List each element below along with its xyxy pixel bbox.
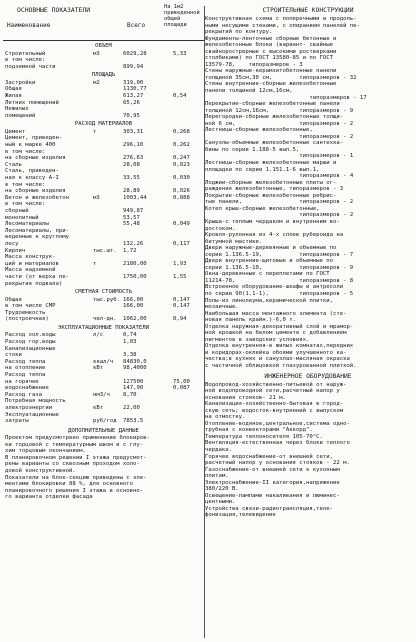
row-value: 53,57 bbox=[123, 214, 140, 221]
table-row bbox=[3, 86, 204, 93]
row-value: 296,10 bbox=[123, 142, 144, 149]
row-value: 2180,00 bbox=[123, 260, 147, 267]
row-label: Потребная мощность bbox=[5, 398, 66, 405]
row-label: Летних помещений bbox=[5, 99, 59, 106]
row-per-m2: 0,262 bbox=[173, 142, 190, 149]
row-per-m2: 0,147 bbox=[173, 303, 190, 310]
row-label: Цемент, приведен- bbox=[5, 135, 63, 142]
table-row bbox=[3, 155, 204, 162]
additional-data-text: Проектом предусмотрено применение блокиров- ки торцовой с температурным швом и с глу- хим торцовым окончанием. В планировочном решении I этажа предусмот- рены варианты со сквозным проходом холо- довой конструктивной. Показатели на блок-секцию приведены с эле- ментами блокировки 88 %, для основного планировочного решения I этажа и основно- го варианта отделки фасада bbox=[5, 435, 150, 501]
row-value: 1750,00 bbox=[123, 273, 147, 280]
constructions-title: СТРОИТЕЛЬНЫЕ КОНСТРУКЦИИ bbox=[262, 7, 354, 14]
row-label: в том числе СМР bbox=[5, 303, 56, 310]
row-value: 1,72 bbox=[123, 247, 137, 254]
row-value: 1,03 bbox=[123, 339, 137, 346]
engineering-title: ИНЖЕНЕРНОЕ ОБОРУДОВАНИЕ bbox=[264, 372, 352, 380]
row-per-m2: 0,268 bbox=[173, 128, 190, 135]
row-per-m2: 1,93 bbox=[173, 260, 187, 267]
row-value: 1003,44 bbox=[123, 194, 147, 201]
table-row bbox=[3, 129, 204, 136]
main-indicators-column bbox=[3, 0, 204, 501]
row-label: Лесоматериалы, при- bbox=[5, 227, 69, 234]
constructions-column bbox=[205, 4, 411, 519]
row-label: помещений bbox=[5, 112, 36, 119]
engineering-text: Водопровод-хозяйственно-питьевой от наруж- ной водопроводной сети,расчетный напор у основания стояков- 21 м. Канализация-хозяйственно-бытовая в город- скую сеть; водосток-внутренний с выпуском на отмостку. Отопление-водяное,центральное,система одно- трубная с конвекторами "Аккорд". Температура теплоносителя 105-70°С. Вентиляция-естественная через блоки теплого чердака. Горячее водоснабжение-от внешней сети, расчетный напор у основания стояков - 22 м. Газоснабжение-от внешней сети к кухонным плитам. Электроснабжение-II категория,напряжение 380/220 В. Освещение-лампами накаливания и люминес- центными. Устройства связи-радиотрансляция,теле- фонизация,телевидение bbox=[205, 381, 350, 519]
table-row bbox=[3, 175, 204, 182]
row-unit: м3 bbox=[93, 194, 100, 201]
row-value: 303,31 bbox=[123, 128, 144, 135]
row-label: Строительный bbox=[5, 50, 46, 57]
row-label: Расход хол.воды bbox=[5, 332, 56, 339]
row-label: Сталь bbox=[5, 161, 22, 168]
table-row bbox=[3, 310, 204, 317]
row-label: Лесоматериалы bbox=[5, 221, 49, 228]
row-label: рекрытия подвала) bbox=[5, 280, 63, 287]
row-label: Расход тепла bbox=[5, 358, 46, 365]
row-per-m2: 0,147 bbox=[173, 296, 190, 303]
row-label: (построечная) bbox=[5, 316, 49, 323]
row-label: затраты bbox=[5, 418, 29, 425]
table-row bbox=[3, 208, 204, 215]
row-value: 65,26 bbox=[123, 99, 140, 106]
row-value: 28,08 bbox=[123, 161, 140, 168]
row-label: в том числе: bbox=[5, 57, 46, 64]
row-value: 0,74 bbox=[123, 332, 137, 339]
row-value: 132,26 bbox=[123, 240, 144, 247]
row-label: Расход тепла bbox=[5, 372, 46, 379]
table-row bbox=[3, 398, 204, 405]
row-label: в том числе: bbox=[5, 148, 46, 155]
row-label: веденные к круглому bbox=[5, 234, 69, 241]
table-row bbox=[3, 221, 204, 228]
table-row bbox=[3, 385, 204, 392]
row-value: 127500 bbox=[123, 378, 144, 385]
row-label: Масса надземной bbox=[5, 267, 56, 274]
row-per-m2: 0,049 bbox=[173, 221, 190, 228]
row-unit: м2 bbox=[93, 79, 100, 86]
column-total-header: Всего bbox=[127, 22, 146, 29]
row-label: части (от верха пе- bbox=[5, 273, 69, 280]
row-unit: тыс.руб. bbox=[93, 296, 120, 303]
row-label: стоки bbox=[5, 352, 22, 359]
table-row bbox=[3, 80, 204, 87]
table-row bbox=[3, 215, 204, 222]
table-row bbox=[3, 93, 204, 100]
row-value: 899,94 bbox=[123, 63, 144, 70]
row-per-m2: 0,117 bbox=[173, 240, 190, 247]
table-row bbox=[3, 332, 204, 339]
row-label: Жилая bbox=[5, 92, 22, 99]
row-value: 7853,5 bbox=[123, 418, 144, 425]
table-row bbox=[3, 135, 204, 142]
table-row bbox=[3, 254, 204, 261]
section-title: ПЛОЩАДЬ bbox=[91, 72, 116, 79]
row-value: 1130,77 bbox=[123, 86, 147, 93]
row-label: Застройки bbox=[5, 79, 36, 86]
row-value: 98,4000 bbox=[123, 365, 147, 372]
row-value: 613,27 bbox=[123, 92, 144, 99]
row-unit: нм3/ч bbox=[93, 391, 110, 398]
row-label: Расход газа bbox=[5, 391, 43, 398]
table-row bbox=[3, 234, 204, 241]
table-row bbox=[3, 106, 204, 113]
row-per-m2: 0,087 bbox=[173, 385, 190, 392]
table-row bbox=[3, 57, 204, 64]
table-row bbox=[3, 346, 204, 353]
row-per-m2: 75,00 bbox=[173, 378, 190, 385]
row-per-m2: 1,55 bbox=[173, 273, 187, 280]
row-label: Бетон и железобетон bbox=[5, 194, 69, 201]
row-value: 147,90 bbox=[123, 385, 144, 392]
table-row bbox=[3, 248, 204, 255]
column-per-m2-header: На 1м2 приведенной общей площади bbox=[164, 4, 200, 28]
section-title: СМЕТНАЯ СТОИМОСТЬ bbox=[74, 289, 133, 296]
table-row bbox=[3, 201, 204, 208]
row-unit: т bbox=[93, 260, 97, 267]
column-name-header: Наименование bbox=[7, 22, 51, 29]
row-per-m2: 5,33 bbox=[173, 50, 187, 57]
row-value: 28,89 bbox=[123, 188, 140, 195]
row-unit: м3 bbox=[93, 50, 100, 57]
row-value: 55,48 bbox=[123, 221, 140, 228]
row-label: на горячее bbox=[5, 378, 39, 385]
row-label: на отопление bbox=[5, 365, 46, 372]
table-row bbox=[3, 372, 204, 379]
row-label: ций и материалов bbox=[5, 260, 59, 267]
table-row bbox=[3, 241, 204, 248]
row-unit: кВт bbox=[93, 365, 104, 372]
row-value: 70,95 bbox=[123, 112, 140, 119]
row-per-m2: 0,54 bbox=[173, 92, 187, 99]
constructions-text: Конструктивная схема с поперечными и продоль- ными несущими стенами, с опиранием панелей пе- рекрытий по контуру. Фундаменты-ленточные сборные бетонные и железобетонные блоки (вариант- свайные свайнорострерные с высокими ростверками столбиками) по ГОСТ 13580-85 и по ГОСТ 13579-78, типоразмеров - 3 Стены наружные-керамзитобетонные панели толщиной 35см,30 см, типоразмеров - 32 Стены внутренние-сборные железобетонные панели толщиной 12см,16см, типоразмеров - 17 Перекрытие-сборные железобетонные панели толщиной 12см,16см, типоразмеров - 9 Перегородки-сборные железобетонные толщи- ной 6 см, типоразмеров - 2 Лестницы-сборные железобетонные, типоразмеров - 2 Санузлы-объемные железобетонные сантехка- бины по серии 1.188-5 вып.5, типоразмеров - 1 Лестницы-сборные железобетонные марши и площадки по серии 1.151.1-6 вып.1, типоразмеров - 4 Лоджии-сборные железобетонные плиты ог- раждения железобетонные, типоразмеров - 3 Покрытие-сборные железобетонные ребрис- тые панели, типоразмеров - 2 Котел крыш-сборные железобетонные, типоразмеров - 2 Крыша-с теплым чердаком и внутренним во- достоком. Кровля-рулонная из 4-х слоев рубероида на битумной мастике. Двери наружные-деревянные и объемные по серии 1.136.5-19, типоразмеров - 7 Двери внутренние-щитовые и объемные по серии 1.136.5-10, типоразмеров - 9 Окна-деревянные с переплетами по ГОСТ 11214-78, типоразмеров - 8 Встроенное оборудование-шкафы и антресоли по серии 90(1.1-1), типоразмеров - 5 Полы-из линолеума,керамической плитки, мозаичные. Наибольшая масса монтажного элемента (сте- новая панель крайн.)-6,0 т. Отделка наружная-декоративный слой и мрамор- ной крошкой на белом цементе с добавлением пигментов в заводских условиях. Отделка внутренняя-в жилых комнатах,передних и коридорах-оклейка обоями улучшенного ка- чества;в кухнях и санузлах-масляная окраска с частичной облицовкой глазурованной плиткой. bbox=[205, 16, 367, 369]
table-row bbox=[3, 162, 204, 169]
row-per-m2: 0,026 bbox=[173, 188, 190, 195]
table-row bbox=[3, 297, 204, 304]
table-row bbox=[3, 352, 204, 359]
row-value: 949,87 bbox=[123, 207, 144, 214]
row-unit: тыс.шт. bbox=[93, 247, 117, 254]
indicators-table-header bbox=[3, 0, 204, 41]
row-label: электроэнергии bbox=[5, 405, 53, 411]
row-per-m2: 0,94 bbox=[173, 316, 187, 323]
row-value: 166,00 bbox=[123, 303, 144, 310]
table-row bbox=[3, 303, 204, 310]
table-row bbox=[3, 51, 204, 58]
table-row bbox=[3, 316, 204, 323]
row-per-m2: 0,888 bbox=[173, 194, 190, 201]
row-per-m2: 0,247 bbox=[173, 155, 190, 162]
row-label: Трудоемкость bbox=[5, 309, 46, 316]
row-unit: руб/год bbox=[93, 418, 117, 425]
row-label: ная к классу А-I bbox=[5, 175, 59, 181]
row-label: на сборные изделия bbox=[5, 188, 66, 195]
table-row bbox=[3, 405, 204, 412]
row-label: на сборные изделия bbox=[5, 155, 66, 162]
row-value: 8,70 bbox=[123, 391, 137, 398]
row-label: Масса конструк- bbox=[5, 254, 56, 261]
row-label: Цемент bbox=[5, 128, 26, 135]
row-value: 84830,0 bbox=[123, 358, 147, 365]
row-value: 166,00 bbox=[123, 296, 144, 303]
table-row bbox=[3, 365, 204, 372]
section-title: ЭКСПЛУАТАЦИОННЫЕ ПОКАЗАТЕЛИ bbox=[58, 324, 149, 331]
row-unit: чел-дн. bbox=[93, 316, 117, 323]
row-unit: т bbox=[93, 128, 97, 135]
row-label: в том числе: bbox=[5, 181, 46, 188]
section-title: РАСХОД МАТЕРИАЛОВ bbox=[74, 121, 133, 128]
row-value: 1062,00 bbox=[123, 316, 147, 323]
indicators-sections bbox=[3, 43, 204, 425]
table-row bbox=[3, 339, 204, 346]
row-label: Расход гор.воды bbox=[5, 339, 56, 346]
row-label: Общая bbox=[5, 296, 22, 303]
row-label: Общая bbox=[5, 86, 22, 93]
row-value: 33,55 bbox=[123, 175, 140, 181]
row-label: Нежилых bbox=[5, 106, 29, 113]
row-label: Кирпич bbox=[5, 247, 26, 254]
row-label: сборный bbox=[5, 207, 29, 214]
table-row bbox=[3, 168, 204, 175]
row-value: 22,00 bbox=[123, 405, 140, 411]
table-row bbox=[3, 228, 204, 235]
table-row bbox=[3, 261, 204, 268]
table-row bbox=[3, 113, 204, 120]
row-label: ный к марке 400 bbox=[5, 142, 56, 149]
row-unit: л/с bbox=[93, 332, 104, 339]
row-label: Эксплуатационные bbox=[5, 411, 59, 418]
table-row bbox=[3, 188, 204, 195]
table-row bbox=[3, 64, 204, 71]
row-label: монолитный bbox=[5, 214, 39, 221]
indicators-title: ОСНОВНЫЕ ПОКАЗАТЕЛИ bbox=[17, 6, 91, 14]
row-value: 276,63 bbox=[123, 155, 144, 162]
row-value: 319,00 bbox=[123, 79, 144, 86]
section-title: ОБЪЕМ bbox=[95, 43, 112, 49]
table-row bbox=[3, 195, 204, 202]
row-unit: ккал/ч bbox=[93, 358, 114, 365]
row-label: лесу bbox=[5, 240, 19, 247]
row-per-m2: 0,023 bbox=[173, 161, 190, 168]
table-row bbox=[3, 281, 204, 288]
table-row bbox=[3, 359, 204, 366]
table-row bbox=[3, 267, 204, 274]
row-label: водоснабжение bbox=[5, 385, 49, 392]
table-row bbox=[3, 142, 204, 149]
row-label: Канализационные bbox=[5, 345, 56, 352]
row-value: 3,38 bbox=[123, 352, 137, 359]
row-value: 6029,28 bbox=[123, 50, 147, 57]
row-per-m2: 0,030 bbox=[173, 175, 190, 181]
table-row bbox=[3, 100, 204, 107]
additional-data-title: ДОПОЛНИТЕЛЬНЫЕ ДАННЫЕ bbox=[68, 427, 139, 434]
table-row bbox=[3, 274, 204, 281]
table-row bbox=[3, 418, 204, 425]
row-label: Сталь, приведен- bbox=[5, 168, 59, 175]
row-label: в том числе: bbox=[5, 201, 46, 208]
row-label: подземной части bbox=[5, 63, 56, 70]
row-unit: кВт bbox=[93, 405, 104, 411]
